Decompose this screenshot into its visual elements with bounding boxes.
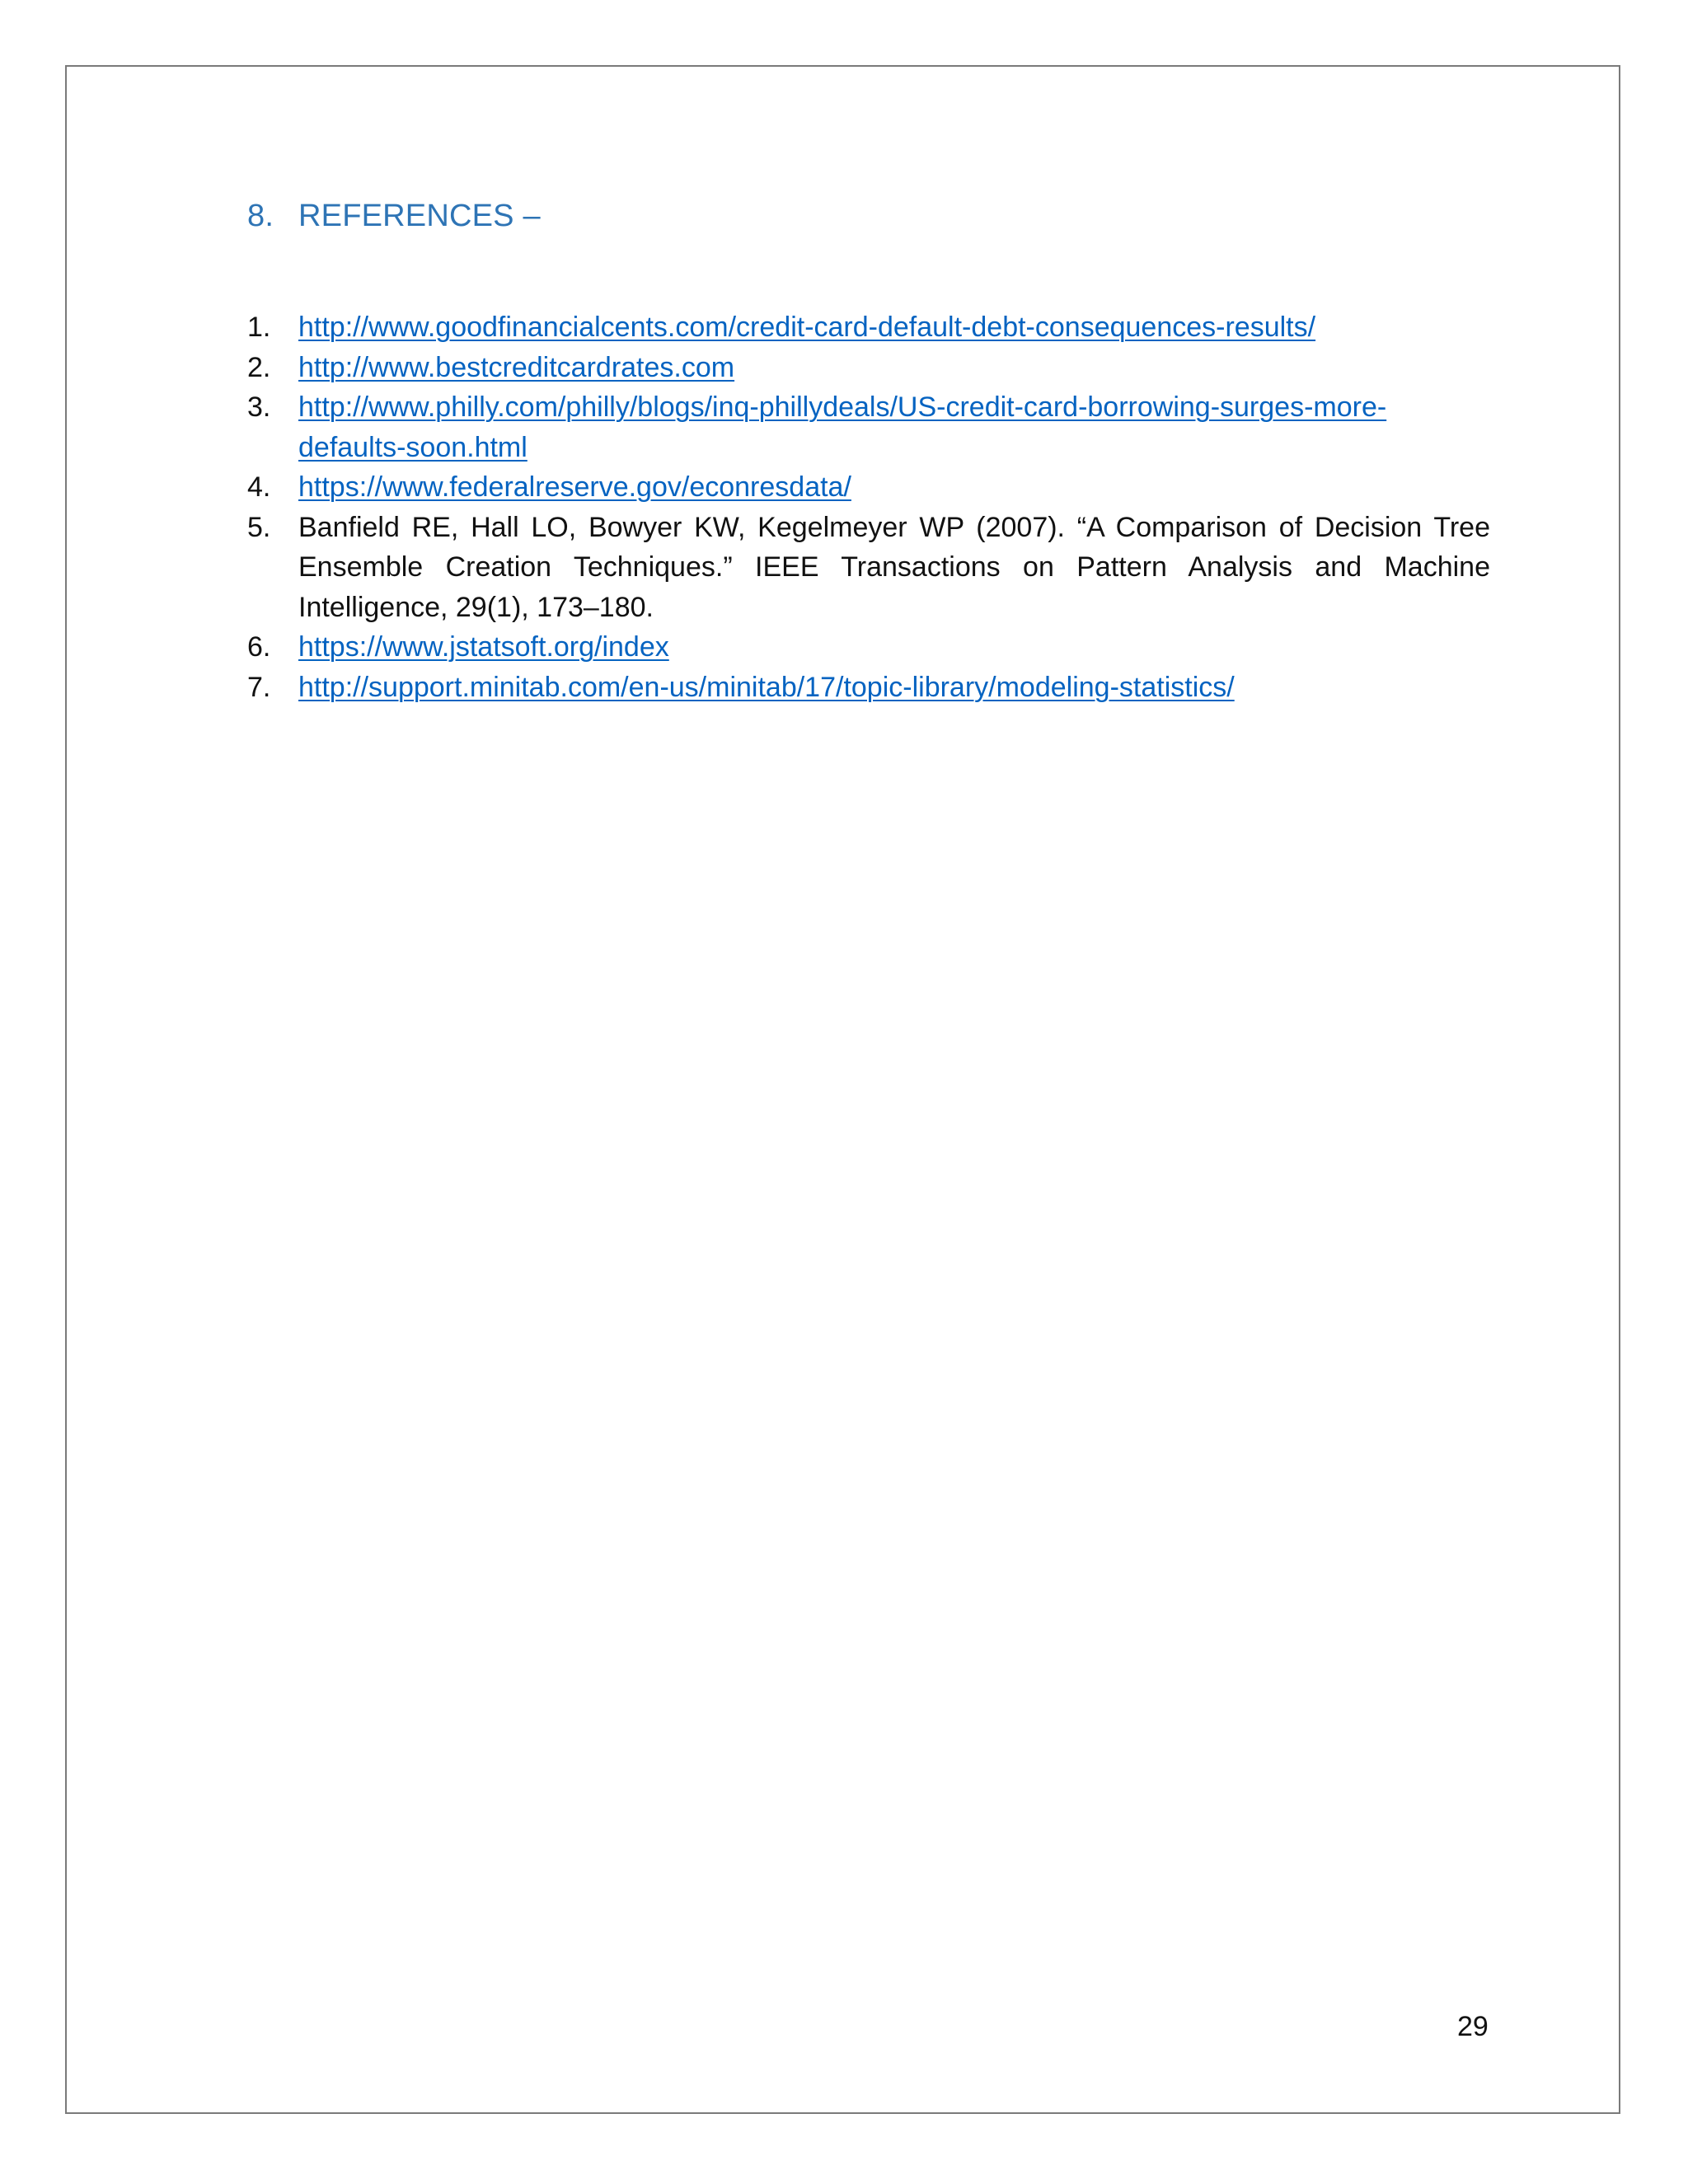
reference-item-1 (247, 307, 1490, 348)
reference-list (247, 307, 1490, 707)
reference-number: 4. (247, 471, 271, 503)
reference-number: 7. (247, 671, 271, 703)
reference-item-6 (247, 627, 1490, 668)
reference-number: 3. (247, 391, 271, 423)
reference-link[interactable]: https://www.federalreserve.gov/econresdata/ (298, 471, 851, 503)
reference-link[interactable]: http://www.philly.com/philly/blogs/inq-phillydeals/US-credit-card-borrowing-surges-more-defaults-soon.html (298, 391, 1387, 463)
reference-number: 5. (247, 511, 271, 543)
reference-item-2 (247, 348, 1490, 388)
reference-number: 6. (247, 631, 271, 663)
reference-number: 2. (247, 351, 271, 383)
reference-link[interactable]: http://www.goodfinancialcents.com/credit-card-default-debt-consequences-results/ (298, 312, 1316, 343)
section-number: 8. (247, 199, 274, 233)
section-heading (247, 199, 541, 234)
reference-link[interactable]: http://support.minitab.com/en-us/minitab/17/topic-library/modeling-statistics/ (298, 671, 1235, 703)
reference-number: 1. (247, 312, 271, 343)
section-title: REFERENCES – (298, 199, 541, 233)
reference-item-7 (247, 668, 1490, 708)
reference-item-4 (247, 467, 1490, 508)
reference-link[interactable]: http://www.bestcreditcardrates.com (298, 351, 735, 383)
reference-item-3 (247, 387, 1490, 467)
page-number: 29 (1457, 2011, 1489, 2042)
reference-link[interactable]: https://www.jstatsoft.org/index (298, 631, 669, 663)
reference-item-5 (247, 508, 1490, 628)
reference-citation: Banfield RE, Hall LO, Bowyer KW, Kegelmeyer WP (2007). “A Comparison of Decision Tree Ensemble Creation Techniques.” IEEE Transactions on Pattern Analysis and Machine Intelligence, 29(1), 173–180. (298, 511, 1490, 623)
